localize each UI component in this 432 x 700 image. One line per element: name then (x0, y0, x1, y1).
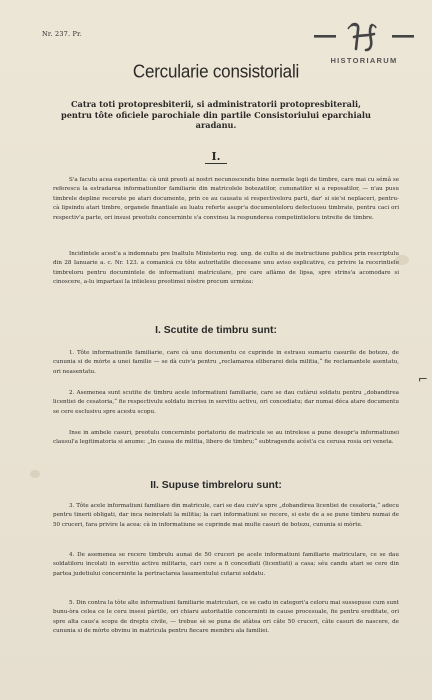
section-heading-exempt: I. Scutite de timbru sunt: (155, 325, 277, 336)
historiarum-logo (312, 22, 416, 66)
paragraph: S'a facutu acea esperientia: cà unii preoti ai nostri necunoscendu bine normele legii de timbre, care mai cu sémâ se referescu la estradarea informatiunilor familiarie din matricolele botezatilor, cununatilor si a reposatilor, — n'au pusu timbrele depline recerute pe atari documente, prin ce au causatu si respectiveloru parti, dar' si sie'si neplaceri, pentru-cà lipsindu atari timbre, organele finantiale au luatu referte asupr'a documenteloru defectuosu timbrate, pentru caci ori respectiv'a parte, ori insusi preotulu concerninte s'a convinsu la respunderea competintieloru intreite de timbre. (53, 177, 400, 221)
paragraph: Incidintele acest'a a indemnatu pre Inaltulu Ministeriu reg. ung. de cultu si de instructiune publica prin rescriptulu din 28 Ianuarie a. c. Nr. 123. a comanicá cu tôte autoritatile diecesane unu aviso esplicativu, cu privire la recerintiele timbreloru pentru documintele de informatiuni matriculare, pre care aflàmo de lipsa, spre strins'a acomodare si cinoscere, a-lu impartasi la intielesu preotimei nòstre precum urméza: (53, 251, 399, 286)
section-heading-subject: II. Supuse timbreloru sunt: (150, 480, 282, 491)
paper-stain (30, 470, 40, 478)
paragraph: 5. Din contra la tòte alte informatiuni familiarie matriculari, ce se cadu in categori'a celoru mai sussepuse cum sunt bunu-òra celea ce le ceru insesi pàrtile, ori chiaru autoritatile concerninti in cause procesuale, fie pentru ereditate, ori spre alta caus'a scopu de dreptu civile, — trebue sè se puna de atàtea ori câte 50 cruceri, câte casuri de nascere, de cununia si de mòrte obvinu in matricula pentru fiecare membru ala familiei. (53, 600, 399, 635)
paragraph: 4. De asemenea se recere timbrulu aunai de 50 cruceri pe acele informatiuni familiarie matriculare, ce se dau soldatiloru incolati in servitiu activu militariu, cari cere a fi concediati (licentiati) a casa; séu candu atari se cere din partea judetiului concerninte la pertractarea lasamentului cutarui soldatu. (53, 552, 399, 577)
paragraph: Inse in ambele casuri, preotulu concerninte portatoriu de matricule se au intrelese a pune desupr'a informatiunei clausul'a legitimatoria si anume: „In causa de militia, libero de timbru;“ subtragendu acést'a cu cerusa rosia ori veneta. (53, 430, 399, 446)
logo-wordmark: HISTORIARUM (330, 56, 398, 65)
numeral-underline (205, 163, 227, 164)
page-subtitle: Catra toti protopresbiterii, si administratorii protopresbiterali, pentru tôte oficiele parochiale din partile Consistoriului eparchialu aradanu. (60, 99, 371, 131)
historiarum-h-logo-icon (312, 22, 416, 52)
section-numeral: I. (211, 150, 221, 163)
paragraph: 1. Tôte informatiunile familiarie, care cà unu documentu ce cuprinde in estrasu sumariu casurile de botezu, de cununia si de mòrte a unei familie — se dà cuiv'a pentru „reclamarea eliberarei dela militia,“ fie reclamantele asentatu, ori neasentatu. (53, 350, 399, 375)
document-number: Nr. 237. Pr. (42, 30, 82, 38)
page-title: Cercularie consistoriali (132, 61, 300, 82)
paragraph: 2. Asemenea sunt scutite de timbru acele informatiuni familiarie, care se dau cutàrui soldatu pentru „dobandirea licentiei de cesatoria,“ fie respectivulu soldatu incrisu in servitiu activu, ori concediatu; dar numai déca atare documentu se cere esclusivu spre acestu scopu. (53, 390, 399, 415)
margin-mark: ⌐ (417, 372, 428, 386)
paragraph: 3. Tôte acele informatiuni familiare din matricule, cari se dau cuiv'a spre „dobandirea licentiei de cesatoria,“ adecu pentru tinerii obligati, dar inca neinrolati la militia; la cari informatiuni se recere, si este de a se pune timbru numai de 50 cruceri, fara privire la acea: cà in informatiune se cuprinde mai multe casuri de botezu, cununia si mòrte. (53, 503, 399, 528)
